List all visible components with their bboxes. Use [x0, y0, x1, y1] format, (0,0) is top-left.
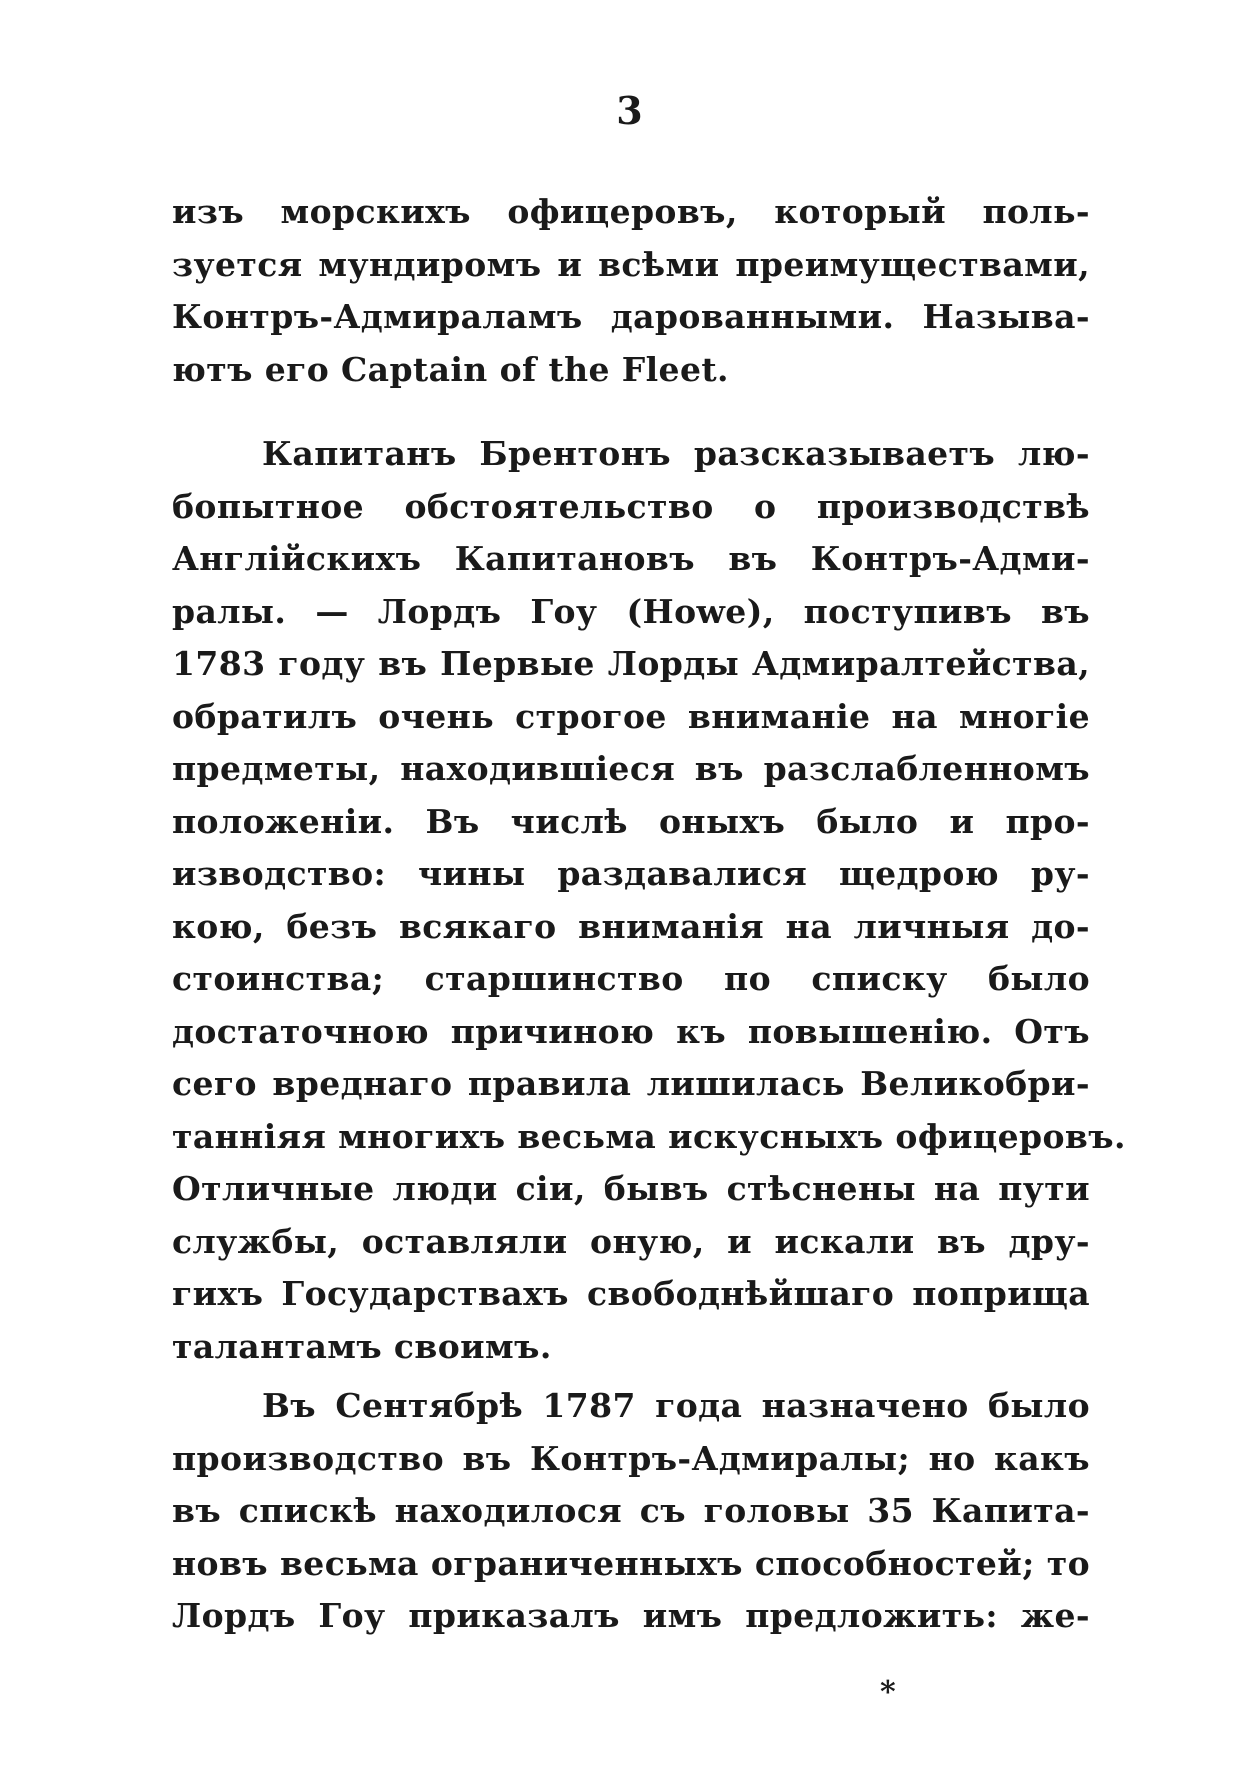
- text-line: ютъ его Captain of the Fleet.: [172, 349, 729, 389]
- text-line: предметы, находившіеся въ разслабленномъ: [172, 749, 1090, 788]
- text-line: гихъ Государствахъ свободнѣйшаго поприща: [172, 1274, 1090, 1313]
- text-line: службы, оставляли оную, и искали въ дру-: [172, 1221, 1090, 1261]
- text-line: достаточною причиною къ повышенію. Отъ: [172, 1011, 1090, 1051]
- text-line: Англійскихъ Капитановъ въ Контръ-Адми-: [172, 539, 1090, 578]
- text-line: Отличные люди сіи, бывъ стѣснены на пути: [172, 1169, 1090, 1208]
- page-number: 3: [616, 88, 643, 133]
- text-line: Въ Сентябрѣ 1787 года назначено было: [262, 1386, 1090, 1425]
- paragraph-2: [172, 428, 1126, 1373]
- text-line: въ спискѣ находилося съ головы 35 Капита-: [172, 1491, 1090, 1530]
- text-line: новъ весьма ограниченныхъ способностей; то: [172, 1543, 1090, 1583]
- paragraph-3: [172, 1380, 1090, 1643]
- text-line: стоинства; старшинство по списку было: [172, 959, 1090, 998]
- text-line: Лордъ Гоу приказалъ имъ предложить: же-: [172, 1596, 1090, 1635]
- text-line: 1783 году въ Первые Лорды Адмиралтейства,: [172, 644, 1090, 683]
- text-line: ралы. — Лордъ Гоу (Howe), поступивъ въ: [172, 591, 1090, 631]
- signature-mark: *: [880, 1675, 896, 1710]
- text-line: изводство: чины раздавалися щедрою ру-: [172, 854, 1090, 893]
- paragraph-1: [172, 186, 1090, 396]
- text-line: Капитанъ Брентонъ разсказываетъ лю-: [262, 434, 1090, 473]
- text-line: положеніи. Въ числѣ оныхъ было и про-: [172, 801, 1090, 841]
- text-line: обратилъ очень строгое вниманіе на многіе: [172, 696, 1090, 736]
- text-line: производство въ Контръ-Адмиралы; но какъ: [172, 1438, 1090, 1478]
- text-line: изъ морскихъ офицеровъ, который поль-: [172, 192, 1090, 231]
- text-line: Контръ-Адмираламъ дарованными. Называ-: [172, 297, 1090, 336]
- text-line: зуется мундиромъ и всѣми преимуществами,: [172, 244, 1090, 284]
- text-line: сего вреднаго правила лишилась Великобри-: [172, 1064, 1090, 1103]
- text-line: талантамъ своимъ.: [172, 1326, 552, 1366]
- text-line: бопытное обстоятельство о производствѣ: [172, 486, 1090, 526]
- text-line: танніяя многихъ весьма искусныхъ офицеровъ.: [172, 1116, 1126, 1156]
- text-line: кою, безъ всякаго вниманія на личныя до-: [172, 906, 1090, 946]
